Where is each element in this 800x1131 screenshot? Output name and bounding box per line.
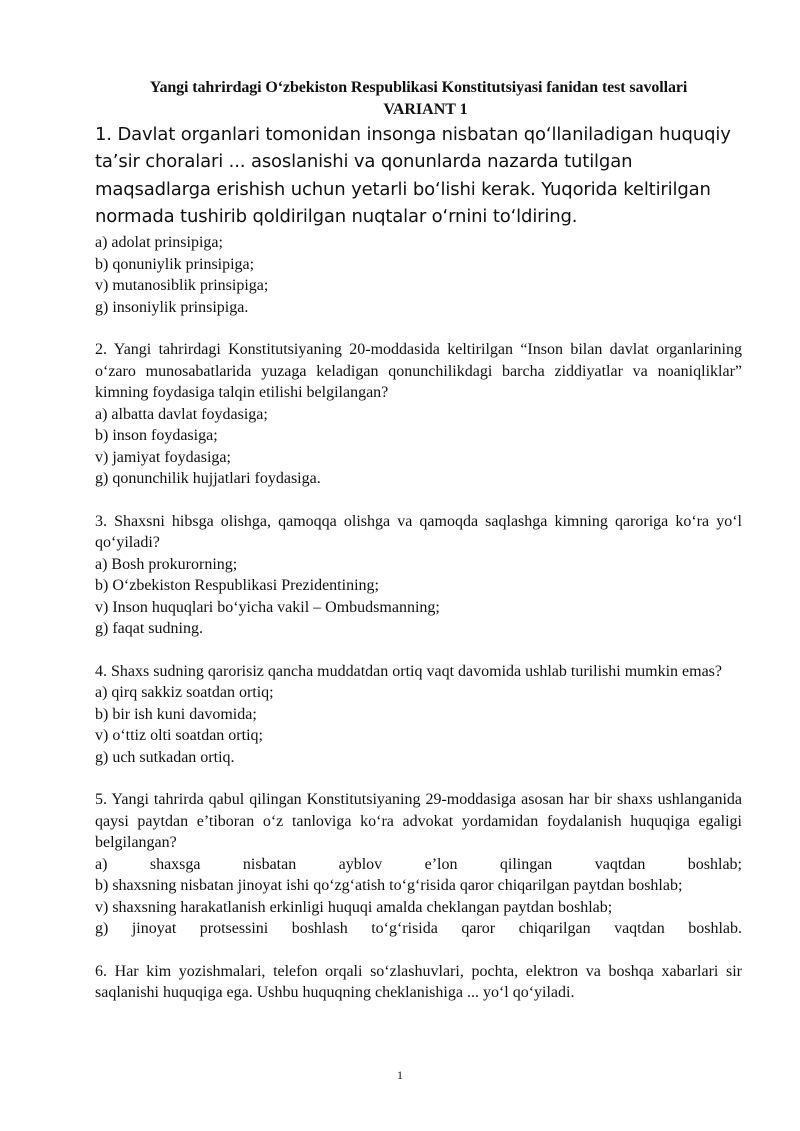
answer-option: v) jamiyat foydasiga;	[95, 448, 231, 466]
answer-option: v) mutanosiblik prinsipiga;	[95, 277, 269, 295]
question-text: 1. Davlat organlari tomonidan insonga nisbatan qo‘llaniladigan huquqiy ta’sir choralari ... asoslanishi va qonunlarda nazarda tutilgan maqsadlarga erishish uchun yetarli bo‘lishi kerak. Yuqorida keltirilgan normada tushirib qoldirilgan nuqtalar o‘rnini to‘ldiring.	[95, 124, 731, 227]
answer-option: v) o‘ttiz olti soatdan ortiq;	[95, 727, 263, 745]
answer-option: a) Bosh prokurorning;	[95, 555, 238, 573]
question-text: 2. Yangi tahrirdagi Konstitutsiyaning 20-moddasida keltirilgan “Inson bilan davlat organlarining o‘zaro munosabatlarida yuzaga keladigan qonunchilikdagi barcha ziddiyatlar va noaniqliklar” kimning foydasiga talqin etilishi belgilangan?	[95, 341, 742, 402]
answer-option: b) O‘zbekiston Respublikasi Prezidentining;	[95, 577, 379, 595]
question-3	[95, 511, 742, 640]
answer-option: v) Inson huquqlari bo‘yicha vakil – Ombudsmanning;	[95, 598, 440, 616]
answer-option: b) inson foydasiga;	[95, 427, 218, 445]
question-6	[95, 961, 742, 1004]
question-text: 4. Shaxs sudning qarorisiz qancha muddatdan ortiq vaqt davomida ushlab turilishi mumkin emas?	[95, 662, 722, 680]
answer-option: g) uch sutkadan ortiq.	[95, 748, 235, 766]
answer-option: b) qonuniylik prinsipiga;	[95, 255, 255, 273]
variant-heading: VARIANT 1	[383, 101, 468, 118]
page-number: 1	[397, 1068, 403, 1082]
question-4	[95, 661, 742, 769]
question-text: 3. Shaxsni hibsga olishga, qamoqqa olishga va qamoqda saqlashga kimning qaroriga ko‘ra yo‘l qo‘yiladi?	[95, 512, 742, 552]
question-1	[95, 121, 742, 318]
answer-option: g) qonunchilik hujjatlari foydasiga.	[95, 470, 321, 488]
answer-option: g) jinoyat protsessini boshlash to‘g‘risida qaror chiqarilgan vaqtdan boshlab.	[95, 920, 742, 938]
document-title: Yangi tahrirdagi O‘zbekiston Respublikasi Konstitutsiyasi fanidan test savollari	[149, 79, 688, 96]
answer-option: b) bir ish kuni davomida;	[95, 705, 257, 723]
answer-option: a) albatta davlat foydasiga;	[95, 405, 268, 423]
document-page	[95, 76, 742, 1004]
answer-option: g) insoniylik prinsipiga.	[95, 298, 249, 316]
question-5	[95, 789, 742, 940]
answer-option: v) shaxsning harakatlanish erkinligi huquqi amalda cheklangan paytdan boshlab;	[95, 898, 613, 916]
answer-option: b) shaxsning nisbatan jinoyat ishi qo‘zg‘atish to‘g‘risida qaror chiqarilgan paytdan boshlab;	[95, 877, 683, 895]
question-2	[95, 339, 742, 490]
answer-option: a) shaxsga nisbatan ayblov e’lon qilingan vaqtdan boshlab;	[95, 855, 742, 873]
answer-option: g) faqat sudning.	[95, 620, 203, 638]
question-text: 6. Har kim yozishmalari, telefon orqali so‘zlashuvlari, pochta, elektron va boshqa xabarlari sir saqlanishi huquqiga ega. Ushbu huquqning cheklanishiga ... yo‘l qo‘yiladi.	[95, 962, 742, 1002]
question-text: 5. Yangi tahrirda qabul qilingan Konstitutsiyaning 29-moddasiga asosan har bir shaxs ushlanganida qaysi paytdan e’tiboran o‘z tanloviga ko‘ra advokat yordamidan foydalanish huquqiga egaligi belgilangan?	[95, 791, 742, 852]
answer-option: a) qirq sakkiz soatdan ortiq;	[95, 684, 274, 702]
answer-option: a) adolat prinsipiga;	[95, 234, 223, 252]
